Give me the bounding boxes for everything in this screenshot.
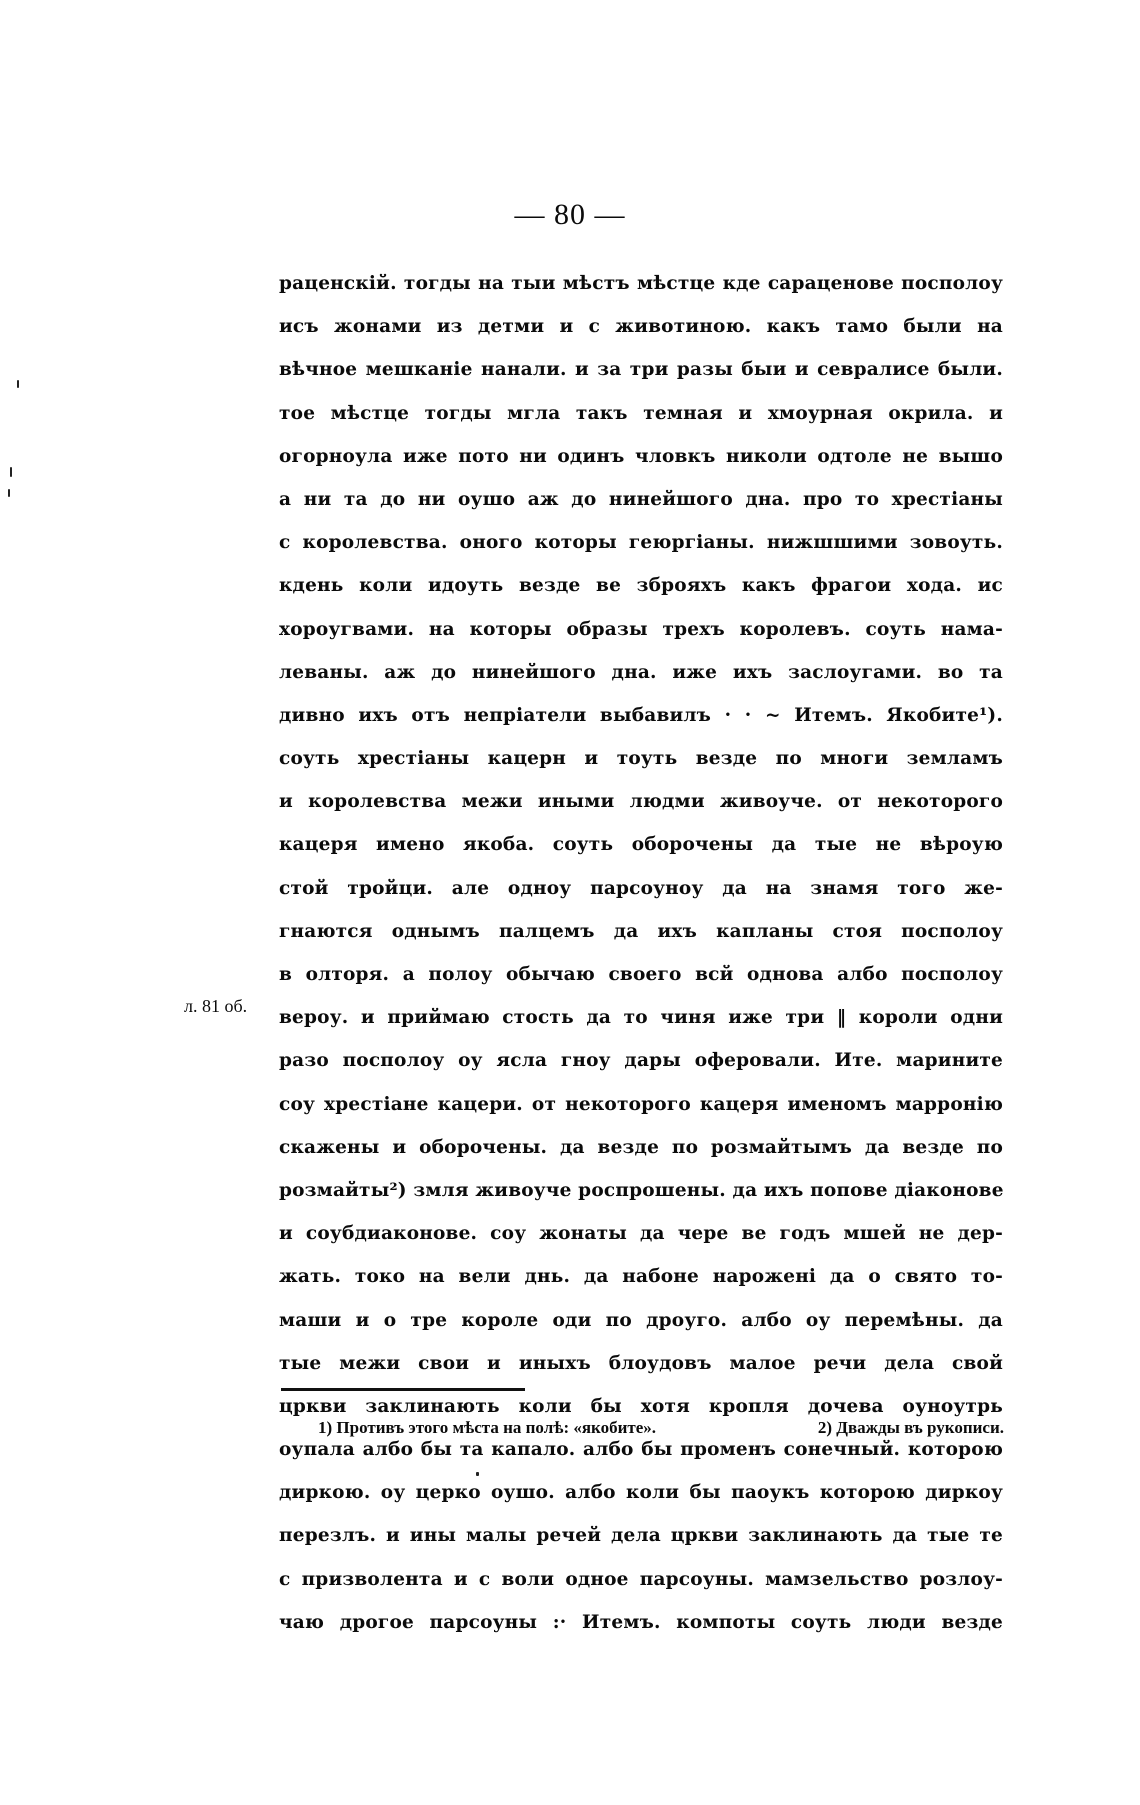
text-line: чаю дрогое парсоуны :· Итемъ. компоты соуть люди везде [279, 1611, 1003, 1633]
text-line: кдень коли идоуть везде ве зброяхъ какъ фрагои хода. ис [279, 575, 1003, 597]
text-line: огорноула иже пото ни одинъ чловкъ николи одтоле не вышо [279, 445, 1003, 467]
scan-speck [10, 467, 12, 477]
text-line: скажены и оборочены. да везде по розмайтымъ да везде по [279, 1136, 1003, 1158]
text-line: оупала албо бы та капало. албо бы променъ сонечный. которою [279, 1439, 1003, 1461]
text-line: и соубдиаконове. соу жонаты да чере ве годъ мшей не дер- [279, 1223, 1003, 1245]
text-line: маши и о тре короле оди по дроуго. албо оу перемѣны. да [279, 1309, 1003, 1331]
footnote-divider [281, 1388, 525, 1391]
text-line: перезлъ. и ины малы речей дела цркви заклинають да тые те [279, 1525, 1003, 1547]
text-line: жать. токо на вели днь. да набоне нарожені да о свято то- [279, 1266, 1003, 1288]
text-line: тые межи свои и иныхъ блоудовъ малое речи дела свой [279, 1352, 1003, 1374]
footnote-1: 1) Противъ этого мѣста на полѣ: «якобите». [318, 1418, 657, 1437]
footnote-2: 2) Дважды въ рукописи. [817, 1418, 1004, 1437]
text-line: тое мѣстце тогды мгла такъ темная и хмоурная окрила. и [279, 402, 1003, 424]
scan-speck [17, 380, 19, 388]
text-line: соуть хрестіаны кацерн и тоуть везде по многи земламъ [279, 748, 1003, 770]
margin-folio-note: л. 81 об. [184, 996, 248, 1017]
text-line: стой тройци. але одноу парсоуноу да на знамя того же- [279, 877, 1003, 899]
scan-speck [476, 1472, 479, 1476]
text-line: кацеря имено якоба. соуть оборочены да тые не вѣроую [279, 834, 1003, 856]
text-line: разо посполоу оу ясла гноу дары оферовали. Ите. марините [279, 1050, 1003, 1072]
text-line: вѣчное мешканіе нанали. и за три разы быи и севралисе были. [279, 359, 1003, 381]
text-line: и королевства межи иными людми живоуче. от некоторого [279, 791, 1003, 813]
text-line: вероу. и приймаю стость да то чиня иже три ‖ короли одни [279, 1007, 1003, 1029]
text-line: раценскій. тогды на тыи мѣстъ мѣстце кде сараценове посполоу [279, 273, 1003, 294]
text-line: хороугвами. на которы образы трехъ королевъ. соуть нама- [279, 618, 1003, 640]
page-number: — 80 — [514, 198, 626, 231]
text-line: розмайты²) змля живоуче роспрошены. да ихъ попове діаконове [279, 1179, 1004, 1201]
text-line: соу хрестіане кацери. от некоторого кацеря именомъ марронію [279, 1093, 1003, 1115]
scan-speck [8, 489, 10, 497]
text-line: с призволента и с воли одное парсоуны. мамзельство розлоу- [279, 1568, 1003, 1590]
text-line: диркою. оу церко оушо. албо коли бы паоукъ которою диркоу [279, 1482, 1003, 1504]
text-line: дивно ихъ отъ непріатели выбавилъ · · ~ Итемъ. Якобите¹). [279, 704, 1003, 726]
text-line: леваны. аж до нинейшого дна. иже ихъ заслоугами. во та [279, 661, 1003, 683]
text-line: цркви заклинають коли бы хотя кропля дочева оуноутрь [279, 1395, 1003, 1417]
text-line: исъ жонами из детми и с животиною. какъ тамо были на [279, 316, 1003, 338]
text-line: гнаются однымъ палцемъ да ихъ капланы стоя посполоу [279, 920, 1003, 942]
text-line: с королевства. оного которы геюргіаны. нижшшими зовоуть. [279, 532, 1003, 554]
text-line: а ни та до ни оушо аж до нинейшого дна. про то хрестіаны [279, 488, 1003, 510]
text-line: в олторя. а полоу обычаю своего всй однова албо посполоу [279, 964, 1003, 985]
footnotes [318, 1418, 1004, 1438]
